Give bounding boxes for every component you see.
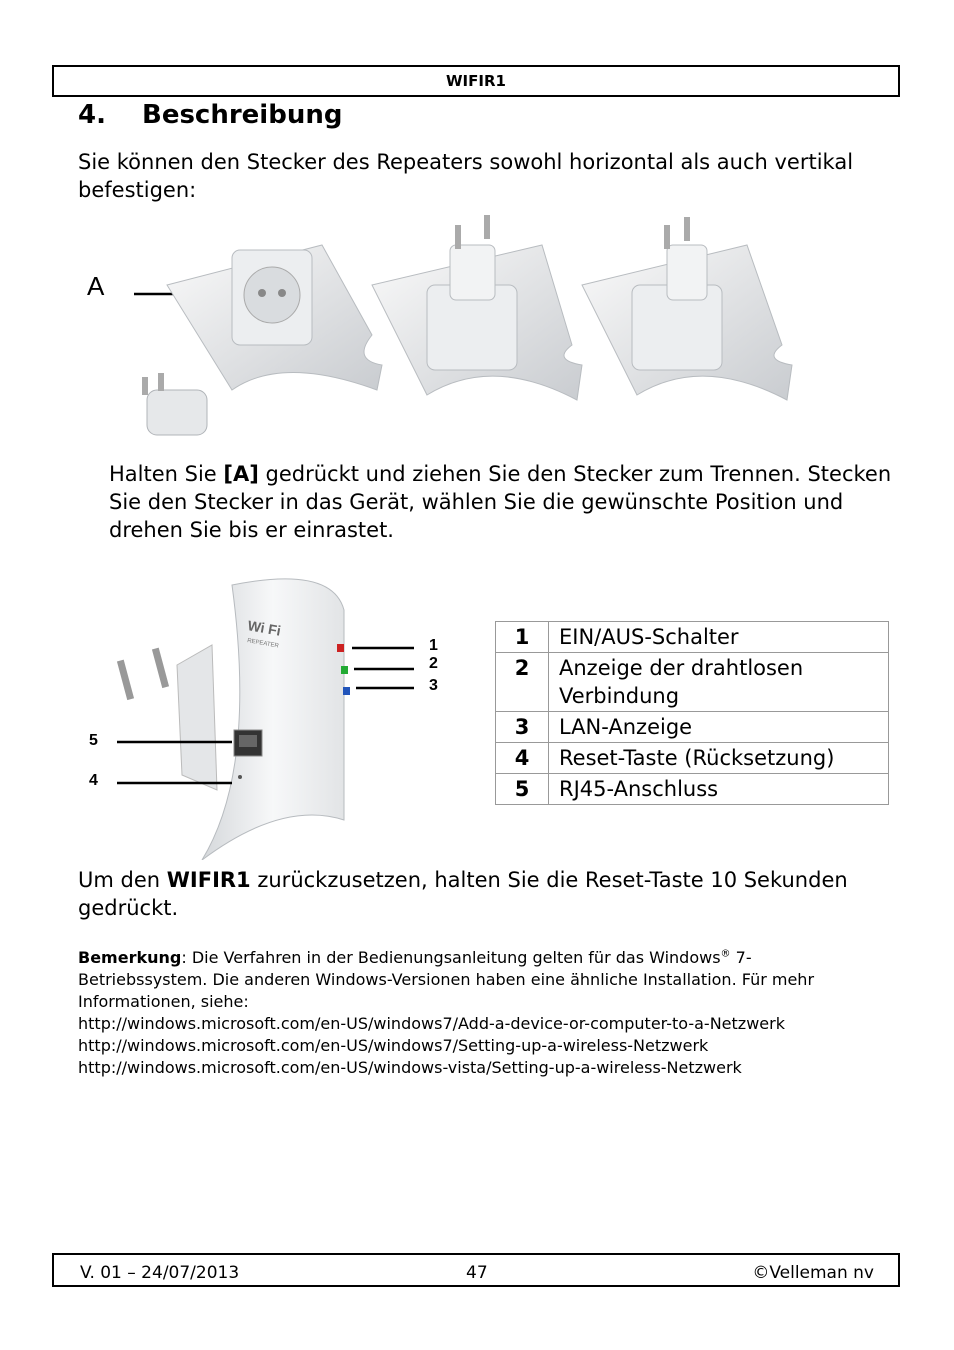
intro-paragraph: Sie können den Stecker des Repeaters sowohl horizontal als auch vertikal befestigen: bbox=[78, 150, 854, 202]
table-row bbox=[496, 743, 889, 774]
part-number: 1 bbox=[496, 622, 549, 653]
part-label: Anzeige der drahtlosen Verbindung bbox=[549, 653, 889, 712]
part-label: Reset-Taste (Rücksetzung) bbox=[549, 743, 889, 774]
table-row bbox=[496, 653, 889, 712]
part-number: 4 bbox=[496, 743, 549, 774]
reset-hole bbox=[238, 775, 242, 779]
callout-label-5: 5 bbox=[89, 732, 98, 749]
figure-label-a: A bbox=[87, 271, 105, 301]
table-row bbox=[496, 774, 889, 805]
plug-orientation-figure bbox=[82, 205, 822, 450]
part-label: LAN-Anzeige bbox=[549, 712, 889, 743]
wall-plug bbox=[117, 645, 217, 790]
parts-table bbox=[495, 621, 889, 805]
note-link-3[interactable]: http://windows.microsoft.com/en-US/windows-vista/Setting-up-a-wireless-Netzwerk bbox=[78, 1058, 742, 1077]
note-paragraph bbox=[78, 947, 878, 1079]
part-label: RJ45-Anschluss bbox=[549, 774, 889, 805]
device-logo: Wi Fi bbox=[246, 617, 283, 639]
device-sub: REPEATER bbox=[246, 638, 280, 650]
reset-model: WIFIR1 bbox=[166, 868, 251, 892]
wireless-led bbox=[341, 666, 348, 674]
footer-version: V. 01 – 24/07/2013 bbox=[80, 1263, 240, 1283]
note-label: Bemerkung bbox=[78, 948, 182, 967]
registered-mark: ® bbox=[720, 948, 731, 960]
lan-led bbox=[343, 687, 350, 695]
reset-post: zurückzusetzen, halten Sie die Reset-Taste 10 Sekunden gedrückt. bbox=[78, 868, 848, 920]
repeater-unit-1 bbox=[167, 245, 382, 390]
header-title: WIFIR1 bbox=[446, 72, 506, 90]
instruction-post: gedrückt und ziehen Sie den Stecker zum Trennen. Stecken Sie den Stecker in das Gerät, wählen Sie die gewünschte Position und drehen Sie bis er einrastet. bbox=[109, 462, 892, 542]
device-callout-figure bbox=[82, 570, 452, 860]
reset-pre: Um den bbox=[78, 868, 167, 892]
page-footer bbox=[52, 1253, 900, 1287]
note-link-1[interactable]: http://windows.microsoft.com/en-US/windows7/Add-a-device-or-computer-to-a-Netzwerk bbox=[78, 1014, 785, 1033]
callout-label-3: 3 bbox=[429, 677, 438, 694]
instruction-key: [A] bbox=[223, 462, 259, 486]
part-number: 5 bbox=[496, 774, 549, 805]
instruction-pre: Halten Sie bbox=[109, 462, 224, 486]
footer-page-number: 47 bbox=[466, 1263, 488, 1283]
footer-copyright: ©Velleman nv bbox=[752, 1263, 874, 1283]
callout-label-1: 1 bbox=[429, 637, 438, 654]
callout-label-2: 2 bbox=[429, 655, 438, 672]
repeater-unit-3 bbox=[582, 217, 792, 400]
callout-label-4: 4 bbox=[89, 772, 98, 789]
part-number: 3 bbox=[496, 712, 549, 743]
section-heading bbox=[78, 100, 342, 130]
part-number: 2 bbox=[496, 653, 549, 712]
table-row bbox=[496, 712, 889, 743]
page-header bbox=[52, 65, 900, 97]
section-number: 4. bbox=[78, 100, 106, 130]
note-link-2[interactable]: http://windows.microsoft.com/en-US/windows7/Setting-up-a-wireless-Netzwerk bbox=[78, 1036, 709, 1055]
part-label: EIN/AUS-Schalter bbox=[549, 622, 889, 653]
section-title: Beschreibung bbox=[142, 100, 343, 130]
reset-paragraph bbox=[78, 866, 898, 922]
table-row bbox=[496, 622, 889, 653]
note-text-pre: : Die Verfahren in der Bedienungsanleitung gelten für das Windows bbox=[181, 948, 721, 967]
note-text-post: 7-Betriebssystem. Die anderen Windows-Versionen haben eine ähnliche Installation. Für mehr Informationen, siehe: bbox=[78, 948, 815, 1011]
instruction-paragraph bbox=[109, 460, 909, 544]
detached-plug bbox=[142, 373, 207, 435]
power-led bbox=[337, 644, 344, 652]
repeater-unit-2 bbox=[372, 215, 582, 400]
